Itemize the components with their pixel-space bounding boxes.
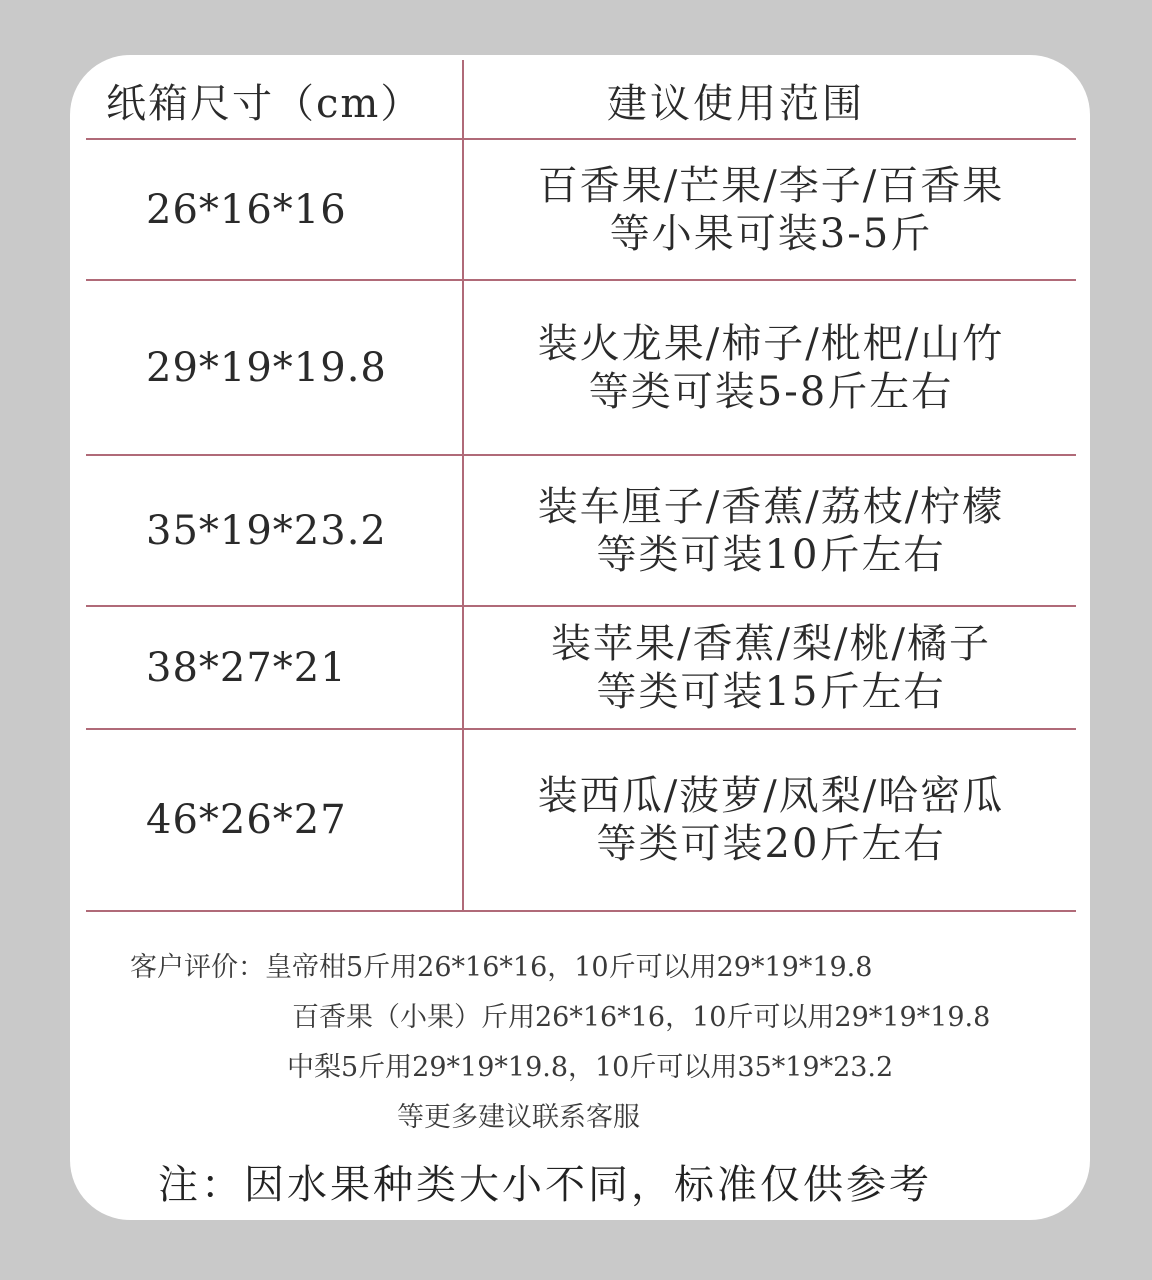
row-2-usage-line2: 等类可装5-8斤左右 [588,369,954,415]
row-divider [86,910,1076,912]
row-2-usage-line1: 装火龙果/柿子/枇杷/山竹 [537,321,1005,367]
disclaimer: 注：因水果种类大小不同，标准仅供参考 [158,1162,932,1208]
row-1-size: 26*16*16 [146,187,347,233]
row-1-usage-line2: 等小果可装3-5斤 [609,211,933,257]
note-line-4: 等更多建议联系客服 [397,1102,640,1133]
row-4-usage [466,607,1076,729]
note-line-1: 客户评价：皇帝柑5斤用26*16*16，10斤可以用29*19*19.8 [130,952,873,983]
column-divider [462,60,464,912]
row-3-size: 35*19*23.2 [146,508,387,554]
row-3-usage [466,456,1076,606]
row-4-size: 38*27*21 [146,645,347,691]
row-5-usage-line1: 装西瓜/菠萝/凤梨/哈密瓜 [537,773,1005,819]
row-2-usage [466,281,1076,455]
row-5-size: 46*26*27 [146,797,347,843]
row-2-size: 29*19*19.8 [146,345,387,391]
row-1-usage [466,140,1076,280]
row-3-usage-line2: 等类可装10斤左右 [596,532,946,578]
row-4-usage-line2: 等类可装15斤左右 [596,669,946,715]
note-line-2: 百香果（小果）斤用26*16*16，10斤可以用29*19*19.8 [292,1002,991,1033]
header-usage: 建议使用范围 [607,80,865,127]
row-5-usage [466,730,1076,910]
header-size: 纸箱尺寸（cm） [106,80,423,127]
note-line-3: 中梨5斤用29*19*19.8，10斤可以用35*19*23.2 [287,1052,894,1083]
row-5-usage-line2: 等类可装20斤左右 [596,821,946,867]
row-1-usage-line1: 百香果/芒果/李子/百香果 [537,163,1005,209]
size-table [86,60,1076,912]
row-3-usage-line1: 装车厘子/香蕉/荔枝/柠檬 [537,484,1005,530]
row-4-usage-line1: 装苹果/香蕉/梨/桃/橘子 [551,621,991,667]
